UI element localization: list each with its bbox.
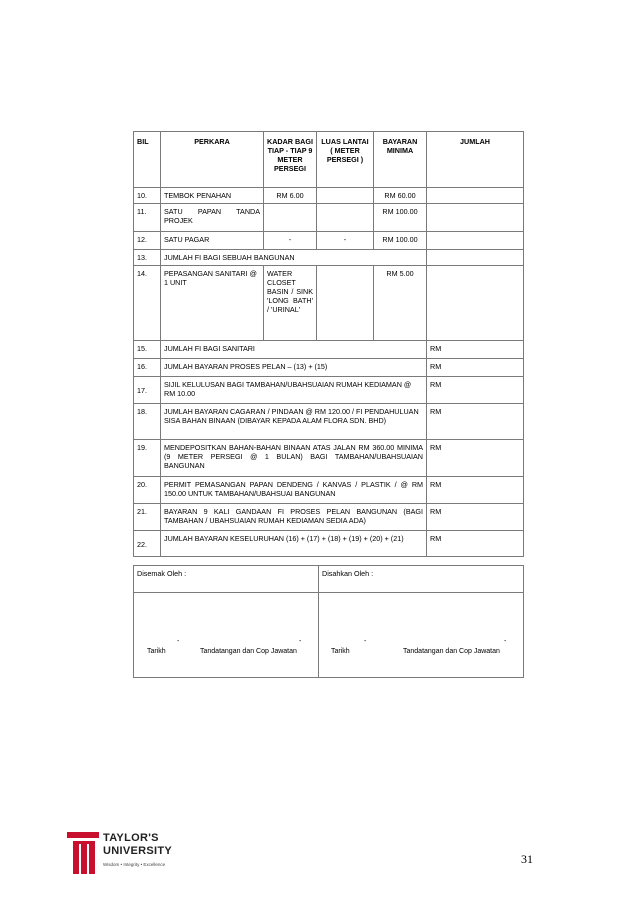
row-luas [317, 266, 374, 341]
table-row [134, 250, 524, 266]
row-item: MENDEPOSITKAN BAHAN-BAHAN BINAAN ATAS JALAN RM 360.00 MINIMA (9 METER PERSEGI @ 1 BULAN) BAGI TAMBAHAN/UBAHSUAIAN BANGUNAN [161, 440, 427, 477]
table-row [134, 440, 524, 477]
approved-by-signature-area [319, 593, 524, 678]
row-item: JUMLAH BAYARAN CAGARAN / PINDAAN @ RM 120.00 / FI PENDAHULUAN SISA BAHAN BINAAN (DIBAYAR KEPADA ALAM FLORA SDN. BHD) [161, 404, 427, 440]
row-jumlah [427, 250, 524, 266]
row-luas [317, 204, 374, 232]
row-item: JUMLAH FI BAGI SANITARI [161, 341, 427, 359]
approved-by-label: Disahkan Oleh : [319, 566, 524, 593]
row-number: 14. [134, 266, 161, 341]
row-item: SIJIL KELULUSAN BAGI TAMBAHAN/UBAHSUAIAN RUMAH KEDIAMAN @ RM 10.00 [161, 377, 427, 404]
row-number: 12. [134, 232, 161, 250]
row-jumlah: RM [427, 531, 524, 557]
logo-line2: UNIVERSITY [103, 845, 173, 857]
row-jumlah: RM [427, 440, 524, 477]
table-row [134, 204, 524, 232]
row-luas: - [317, 232, 374, 250]
table-row [134, 504, 524, 531]
row-item: TEMBOK PENAHAN [161, 188, 264, 204]
row-item: BAYARAN 9 KALI GANDAAN FI PROSES PELAN BANGUNAN (BAGI TAMBAHAN / UBAHSUAIAN RUMAH KEDIAMAN SEDIA ADA) [161, 504, 427, 531]
table-row [134, 341, 524, 359]
logo-line1: TAYLOR'S [103, 832, 159, 844]
table-row [134, 477, 524, 504]
row-number: 11. [134, 204, 161, 232]
table-row [134, 377, 524, 404]
row-bayaran: RM 100.00 [374, 232, 427, 250]
signature-table [133, 565, 524, 678]
header-jumlah: JUMLAH [427, 132, 524, 188]
date-dash: - [364, 638, 367, 645]
date-dash: - [177, 638, 180, 645]
row-number: 10. [134, 188, 161, 204]
row-number: 19. [134, 440, 161, 477]
signature-dash: - [504, 638, 507, 645]
row-kadar: - [264, 232, 317, 250]
logo-emblem-icon [67, 832, 99, 876]
row-jumlah: RM [427, 477, 524, 504]
table-row [134, 404, 524, 440]
fee-table [133, 131, 524, 557]
row-bayaran: RM 60.00 [374, 188, 427, 204]
signature-dash: - [299, 638, 302, 645]
row-number: 17. [134, 377, 161, 404]
signature-stamp-label: Tandatangan dan Cop Jawatan [403, 648, 500, 655]
row-jumlah: RM [427, 377, 524, 404]
row-item: JUMLAH BAYARAN KESELURUHAN (16) + (17) + (18) + (19) + (20) + (21) [161, 531, 427, 557]
row-item: JUMLAH FI BAGI SEBUAH BANGUNAN [161, 250, 427, 266]
row-item: PEPASANGAN SANITARI @ 1 UNIT [161, 266, 264, 341]
row-item: JUMLAH BAYARAN PROSES PELAN – (13) + (15) [161, 359, 427, 377]
date-label: Tarikh [147, 648, 166, 655]
row-jumlah [427, 188, 524, 204]
row-number: 18. [134, 404, 161, 440]
table-row [134, 359, 524, 377]
header-perkara: PERKARA [161, 132, 264, 188]
row-bayaran: RM 100.00 [374, 204, 427, 232]
reviewed-by-label: Disemak Oleh : [134, 566, 319, 593]
row-jumlah: RM [427, 359, 524, 377]
table-header-row [134, 132, 524, 188]
row-number: 15. [134, 341, 161, 359]
logo-tagline: Wisdom • Integrity • Excellence [103, 862, 166, 867]
row-number: 13. [134, 250, 161, 266]
row-jumlah: RM [427, 404, 524, 440]
row-number: 16. [134, 359, 161, 377]
row-number: 22. [134, 531, 161, 557]
row-jumlah [427, 232, 524, 250]
row-number: 21. [134, 504, 161, 531]
table-row [134, 232, 524, 250]
row-jumlah: RM [427, 341, 524, 359]
row-item: SATU PAPAN TANDA PROJEK [161, 204, 264, 232]
row-kadar [264, 204, 317, 232]
row-kadar: RM 6.00 [264, 188, 317, 204]
reviewed-by-signature-area [134, 593, 319, 678]
row-jumlah: RM [427, 504, 524, 531]
date-label: Tarikh [331, 648, 350, 655]
row-number: 20. [134, 477, 161, 504]
signature-stamp-label: Tandatangan dan Cop Jawatan [200, 648, 297, 655]
table-row [134, 531, 524, 557]
table-row [134, 188, 524, 204]
row-bayaran: RM 5.00 [374, 266, 427, 341]
header-kadar: KADAR BAGI TIAP - TIAP 9 METER PERSEGI [264, 132, 317, 188]
header-bil: BIL [134, 132, 161, 188]
row-jumlah [427, 204, 524, 232]
row-jumlah [427, 266, 524, 341]
row-luas [317, 188, 374, 204]
row-item: SATU PAGAR [161, 232, 264, 250]
header-bayaran: BAYARAN MINIMA [374, 132, 427, 188]
page-number: 31 [521, 852, 533, 866]
header-luas: LUAS LANTAI ( METER PERSEGI ) [317, 132, 374, 188]
table-row [134, 266, 524, 341]
taylors-university-logo [67, 832, 187, 877]
row-kadar: WATER CLOSET BASIN / SINK 'LONG BATH' / 'URINAL' [264, 266, 317, 341]
row-item: PERMIT PEMASANGAN PAPAN DENDENG / KANVAS / PLASTIK / @ RM 150.00 UNTUK TAMBAHAN/UBAHSUAI BANGUNAN [161, 477, 427, 504]
